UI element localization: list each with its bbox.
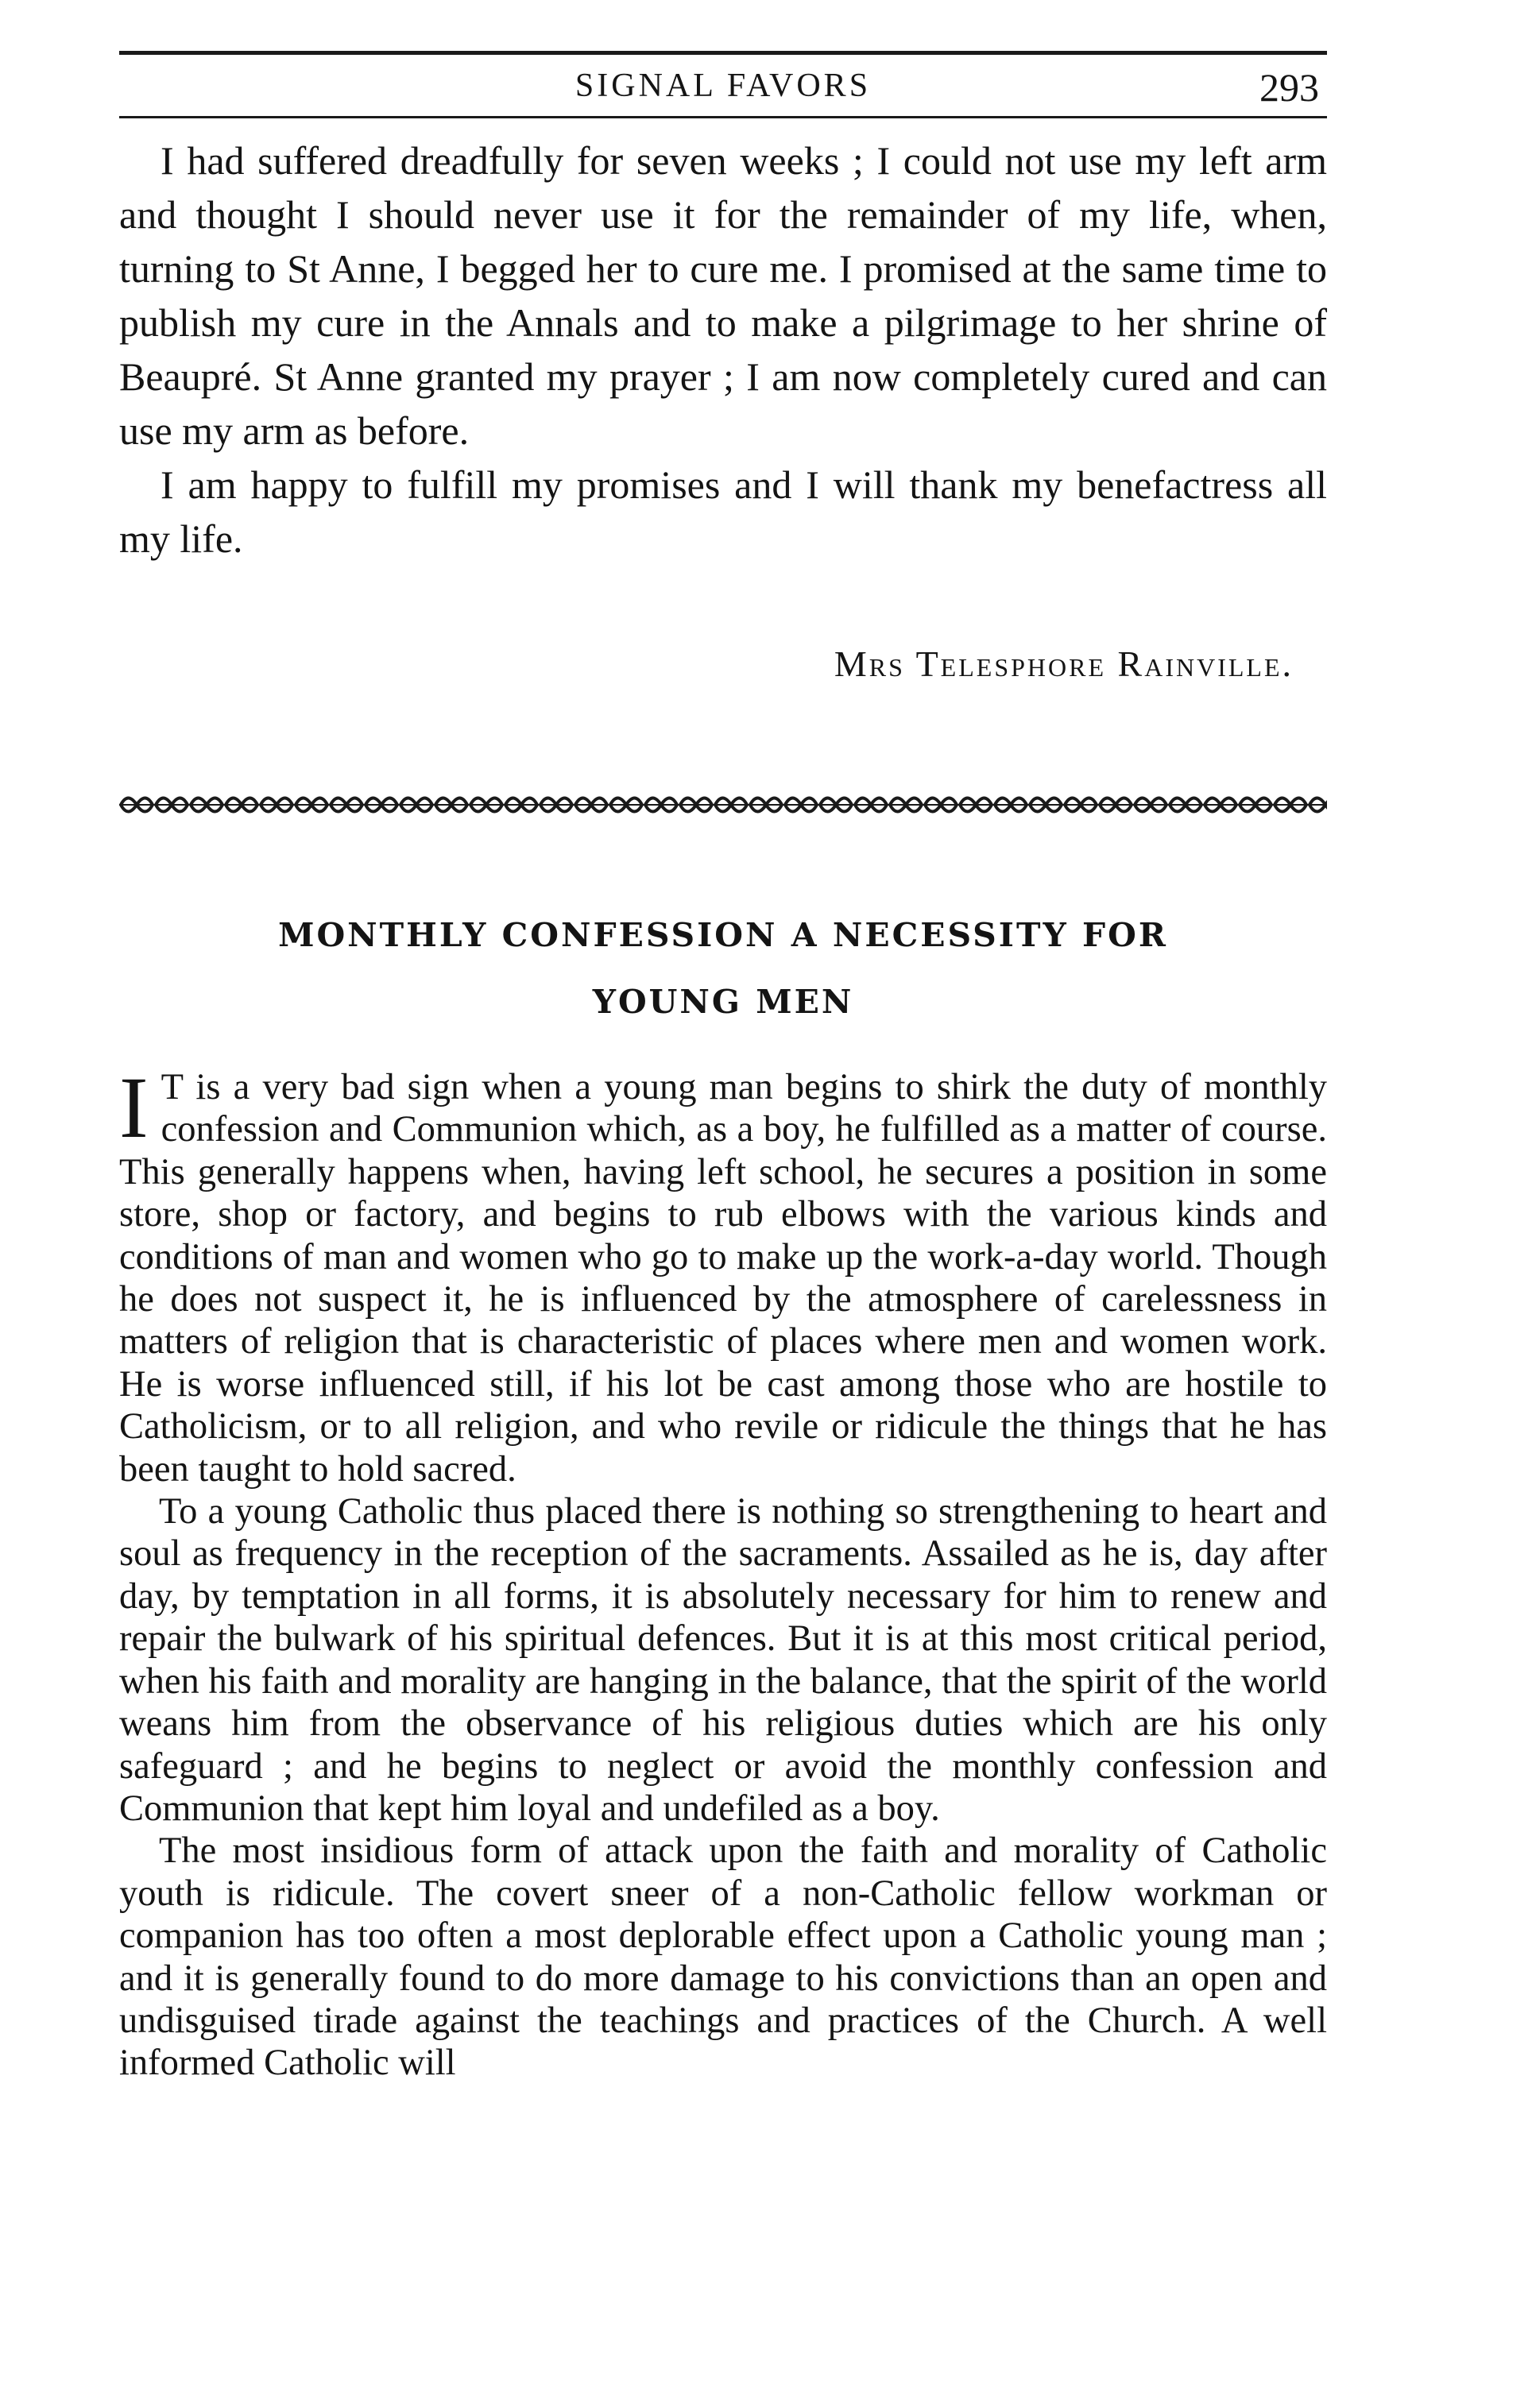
article-paragraph: To a young Catholic thus placed there is nothing so strengthening to heart and soul as frequency in the reception of the sacraments. Assailed as he is, day after day, by temptation in all forms, it is absolutely necessary for him to renew and repair the bulwark of his spiritual defences. But it is at this most critical period, when his faith and morality are hanging in the balance, that the spirit of the world weans him from the observance of his religious duties which are his only safeguard ; and he begins to neglect or avoid the monthly confession and Communion that kept him loyal and undefiled as a boy. xyxy=(119,1491,1327,1829)
headline-line: MONTHLY CONFESSION A NECESSITY FOR xyxy=(278,916,1168,954)
head-rule xyxy=(119,116,1327,118)
article-paragraph xyxy=(119,1059,1327,1490)
top-rule xyxy=(119,51,1327,55)
letter-signature: Mrs Telesphore Rainville. xyxy=(834,644,1294,684)
book-page xyxy=(119,0,1327,2408)
testimonial-letter xyxy=(119,133,1327,566)
article-paragraph: The most insidious form of attack upon the faith and morality of Catholic youth is ridicule. The covert sneer of a non-Catholic fellow workman or companion has too often a most deplorable effect upon a Catholic young man ; and it is generally found to do more damage to his convictions than an open and undisguised tirade against the teachings and practices of the Church. A well informed Catholic will xyxy=(119,1830,1327,2084)
running-title: SIGNAL FAVORS xyxy=(574,68,872,104)
article-headline xyxy=(119,902,1327,1035)
running-head xyxy=(119,62,1327,110)
article-body xyxy=(119,1059,1327,2085)
letter-paragraph: I had suffered dreadfully for seven weeks ; I could not use my left arm and thought I should never use it for the remainder of my life, when, turning to St Anne, I begged her to cure me. I promised at the same time to publish my cure in the Annals and to make a pilgrimage to her shrine of Beaupré. St Anne granted my prayer ; I am now completely cured and can use my arm as before. xyxy=(119,138,1327,453)
headline-line: YOUNG MEN xyxy=(592,983,854,1021)
ornamental-divider xyxy=(119,787,1327,823)
page-number: 293 xyxy=(1259,65,1319,110)
letter-paragraph: I am happy to fulfill my promises and I will thank my benefactress all my life. xyxy=(119,462,1327,561)
drop-cap: I xyxy=(119,1059,149,1156)
article-paragraph-text: T is a very bad sign when a young man begins to shirk the duty of monthly confession and Communion which, as a boy, he fulfilled as a matter of course. This generally happens when, having left school, he secures a position in some store, shop or factory, and begins to rub elbows with the various kinds and conditions of man and women who go to make up the work-a-day world. Though he does not suspect it, he is influenced by the atmosphere of carelessness in matters of religion that is characteristic of places where men and women work. He is worse influenced still, if his lot be cast among those who are hostile to Catholicism, or to all religion, and who revile or ridicule the things that he has been taught to hold sacred. xyxy=(119,1067,1327,1490)
